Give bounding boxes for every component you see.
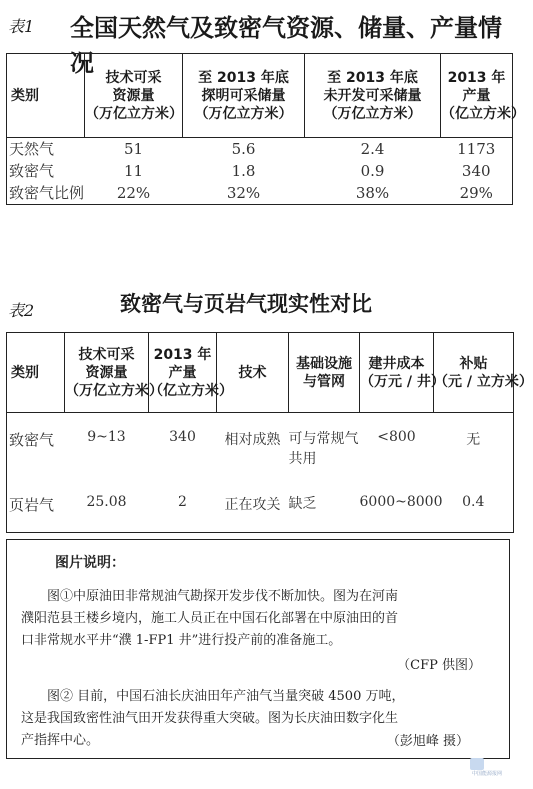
caption-line: 图② 目前，中国石油长庆油田年产油气当量突破 4500 万吨， bbox=[47, 689, 405, 704]
table2-header-category: 类别 bbox=[7, 333, 65, 413]
table1-cell: 29% bbox=[459, 184, 493, 202]
watermark-logo bbox=[470, 758, 512, 780]
table2-header-technology: 技术 bbox=[217, 333, 289, 413]
table1-header-resources: 技术可采 资源量 （万亿立方米） bbox=[85, 54, 183, 138]
table2-cell: 0.4 bbox=[462, 494, 485, 510]
table1-cell: 致密气 bbox=[9, 162, 55, 180]
table2-caption: 表2 bbox=[8, 301, 35, 320]
table2-cell: 相对成熟 bbox=[224, 432, 281, 448]
table1-cell: 38% bbox=[355, 184, 390, 202]
caption-item-1-credit: （CFP 供图） bbox=[397, 658, 481, 673]
caption-item-2-credit: （彭旭峰 摄） bbox=[386, 734, 469, 749]
captions-heading: 图片说明： bbox=[55, 555, 125, 571]
caption-item-1 bbox=[21, 586, 499, 652]
table1-cell: 天然气 bbox=[9, 140, 55, 158]
table2-cell: 正在攻关 bbox=[224, 497, 281, 513]
table2-cell: 缺乏 bbox=[288, 496, 317, 512]
table1-cell: 5.6 bbox=[231, 140, 256, 158]
table2-cell: 页岩气 bbox=[9, 496, 55, 514]
table1-cell: 1.8 bbox=[231, 162, 256, 180]
table2-header-infrastructure: 基础设施 与管网 bbox=[289, 333, 360, 413]
table1-cell: 340 bbox=[461, 162, 491, 180]
table2-header-row bbox=[7, 333, 514, 413]
picture-captions-box bbox=[6, 539, 510, 759]
table-row bbox=[7, 138, 513, 161]
table2-title: 致密气与页岩气现实性对比 bbox=[120, 292, 372, 316]
table2-cell: 可与常规气共用 bbox=[288, 431, 359, 467]
table1-header-production: 2013 年 产量 （亿立方米） bbox=[441, 54, 513, 138]
table1-caption: 表1 bbox=[8, 17, 35, 36]
table1-header-row bbox=[7, 54, 513, 138]
table1-cell: 32% bbox=[226, 184, 261, 202]
table2-header-resources: 技术可采 资源量 （万亿立方米） bbox=[65, 333, 149, 413]
table1-cell: 2.4 bbox=[360, 140, 385, 158]
caption-line: 产指挥中心。 bbox=[21, 733, 100, 748]
table2-cell: 2 bbox=[178, 494, 187, 510]
table2-cell: 致密气 bbox=[9, 431, 55, 449]
table1-cell: 0.9 bbox=[360, 162, 385, 180]
table1-title: 全国天然气及致密气资源、储量、产量情况 bbox=[70, 14, 502, 77]
table2-cell: 25.08 bbox=[86, 494, 127, 510]
table2-cell: <800 bbox=[377, 429, 416, 445]
caption-line: 图①中原油田非常规油气勘探开发步伐不断加快。图为在河南 bbox=[47, 589, 399, 604]
table1-cell: 22% bbox=[116, 184, 151, 202]
table2-header-production: 2013 年 产量 （亿立方米） bbox=[149, 333, 217, 413]
table-row bbox=[7, 160, 513, 182]
table-row bbox=[7, 182, 513, 205]
table2-header-subsidy: 补贴 （元 / 立方米） bbox=[434, 333, 514, 413]
caption-line: 濮阳范县王楼乡境内，施工人员正在中国石化部署在中原油田的首 bbox=[21, 611, 399, 626]
table1-cell: 致密气比例 bbox=[9, 184, 85, 202]
caption-line: 这是我国致密性油气田开发获得重大突破。图为长庆油田数字化生 bbox=[21, 711, 399, 726]
table1-header-category: 类别 bbox=[7, 54, 85, 138]
table2 bbox=[6, 332, 533, 533]
table2-cell: 无 bbox=[466, 432, 481, 448]
table1-header-proven-reserves: 至 2013 年底 探明可采储量 （万亿立方米） bbox=[183, 54, 305, 138]
table1-cell: 51 bbox=[123, 140, 144, 158]
table-row bbox=[7, 492, 514, 533]
table-row bbox=[7, 413, 514, 493]
table1-header-undeveloped-reserves: 至 2013 年底 未开发可采储量 （万亿立方米） bbox=[305, 54, 441, 138]
table1-cell: 11 bbox=[123, 162, 144, 180]
table2-cell: 6000~8000 bbox=[359, 494, 443, 510]
table1 bbox=[6, 53, 525, 205]
table2-cell: 9~13 bbox=[87, 429, 126, 445]
table2-cell: 340 bbox=[169, 429, 196, 445]
logo-icon bbox=[470, 758, 484, 770]
table1-cell: 1173 bbox=[457, 140, 496, 158]
caption-line: 口非常规水平井“濮 1-FP1 井”进行投产前的准备施工。 bbox=[21, 633, 342, 648]
table2-header-well-cost: 建井成本 （万元 / 井） bbox=[360, 333, 434, 413]
watermark-text: 中国能源报网 bbox=[472, 771, 503, 777]
